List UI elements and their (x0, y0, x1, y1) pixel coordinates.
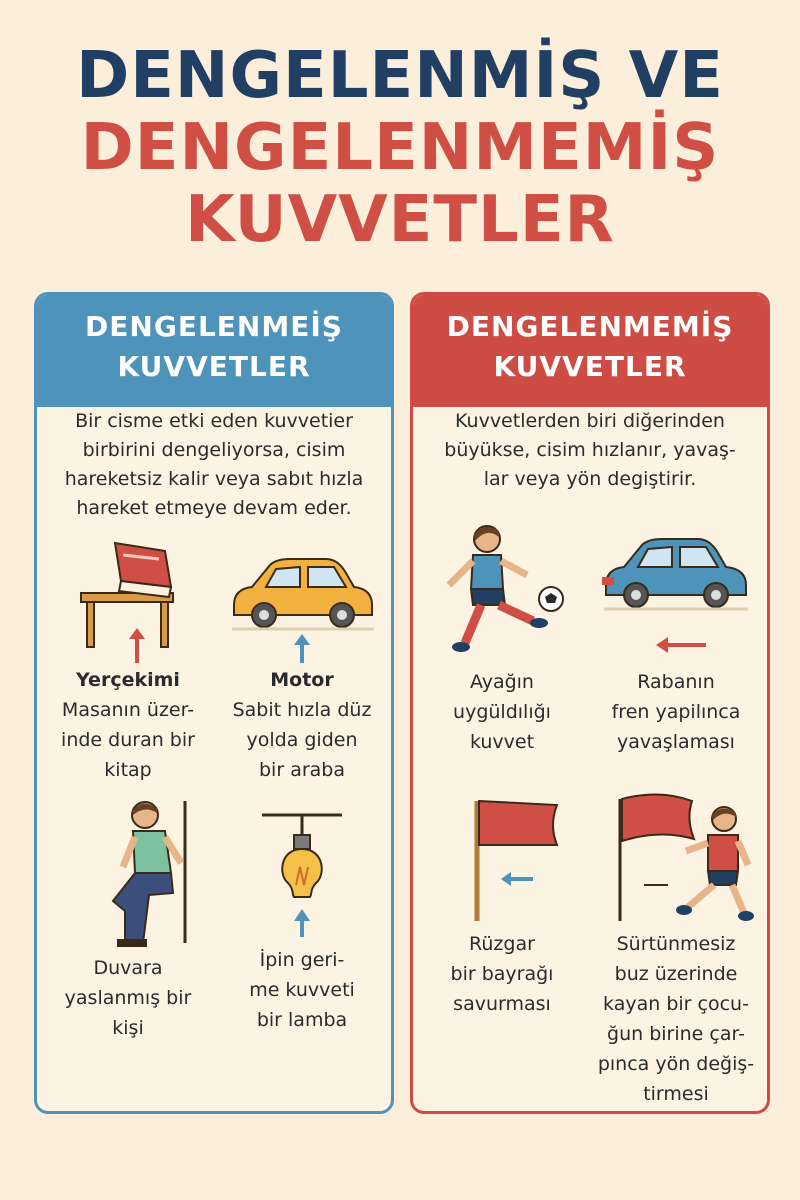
example-caption: Sürtünmesiz (616, 933, 736, 955)
kicking-player-icon (427, 517, 577, 667)
main-title (0, 40, 800, 256)
example-caption: kayan bir çocu- (603, 993, 749, 1015)
child-and-flag-icon (596, 789, 756, 929)
example-caption: yaslanmış bir (64, 987, 192, 1009)
example-caption: bir araba (259, 759, 345, 781)
flag-example (417, 789, 587, 1019)
example-caption: savurması (453, 993, 551, 1015)
braking-car-example (591, 531, 761, 757)
example-caption: Sabit hızla düz (232, 699, 372, 721)
example-caption: buz üzerinde (614, 963, 738, 985)
desc-line: Bir cisme etki eden kuvvetier (75, 410, 353, 432)
leaning-person-icon (53, 793, 203, 953)
lamp-icon (242, 805, 362, 945)
example-caption: İpin geri- (259, 949, 345, 971)
title-line-3: KUVVETLER (185, 183, 615, 257)
title-line-2: DENGELENMEMİŞ (80, 111, 720, 185)
example-caption: Rabanın (637, 671, 715, 693)
desc-line: Kuvvetlerden biri diğerinden (455, 410, 725, 432)
unbalanced-description (427, 407, 753, 494)
hanging-lamp-example (217, 805, 387, 1035)
unbalanced-heading-line-1: DENGELENMEMİŞ (446, 310, 734, 343)
example-caption: uygüldılığı (453, 701, 551, 723)
title-line-1: DENGELENMİŞ VE (76, 39, 724, 113)
balanced-description (51, 407, 377, 523)
example-caption: Ayağın (470, 671, 534, 693)
force-label-gravity: Yerçekimi (76, 669, 180, 691)
ice-child-example (591, 789, 761, 1109)
example-caption: kişi (112, 1017, 144, 1039)
leaning-person-example (43, 793, 213, 1043)
example-caption: fren yapilınca (611, 701, 741, 723)
flag-icon (427, 789, 577, 929)
kick-example (417, 517, 587, 757)
unbalanced-heading-line-2: KUVVETLER (493, 350, 687, 383)
balanced-heading-line-2: KUVVETLER (117, 350, 311, 383)
desc-line: birbirini dengeliyorsa, cisim (82, 439, 346, 461)
example-caption: kuvvet (469, 731, 535, 753)
book-example (43, 535, 213, 785)
example-caption: bir lamba (256, 1009, 348, 1031)
example-caption: me kuvveti (249, 979, 355, 1001)
example-caption: Rüzgar (469, 933, 535, 955)
example-caption: pınca yön değiş- (597, 1053, 755, 1075)
unbalanced-panel-header (413, 295, 767, 407)
blue-car-icon (596, 531, 756, 667)
example-caption: kitap (104, 759, 152, 781)
desc-line: hareket etmeye devam eder. (76, 497, 352, 519)
example-caption: Masanın üzer- (61, 699, 195, 721)
car-example (217, 535, 387, 785)
example-caption: ğun birine çar- (607, 1023, 745, 1045)
balanced-panel-header (37, 295, 391, 407)
example-caption: Duvara (93, 957, 163, 979)
book-on-table-icon (53, 535, 203, 665)
example-caption: bir bayrağı (450, 963, 554, 985)
desc-line: hareketsiz kalir veya sabıt hızla (64, 468, 364, 490)
balanced-heading-line-1: DENGELENMEİŞ (85, 310, 343, 343)
example-caption: yolda giden (246, 729, 358, 751)
balanced-forces-panel (34, 292, 394, 1114)
desc-line: büyükse, cisim hızlanır, yavaş- (444, 439, 736, 461)
car-icon (222, 535, 382, 665)
unbalanced-forces-panel (410, 292, 770, 1114)
force-label-motor: Motor (270, 669, 334, 691)
example-caption: yavaşlaması (617, 731, 735, 753)
example-caption: inde duran bir (61, 729, 195, 751)
desc-line: lar veya yön degiştirir. (483, 468, 697, 490)
example-caption: tirmesi (643, 1083, 709, 1105)
